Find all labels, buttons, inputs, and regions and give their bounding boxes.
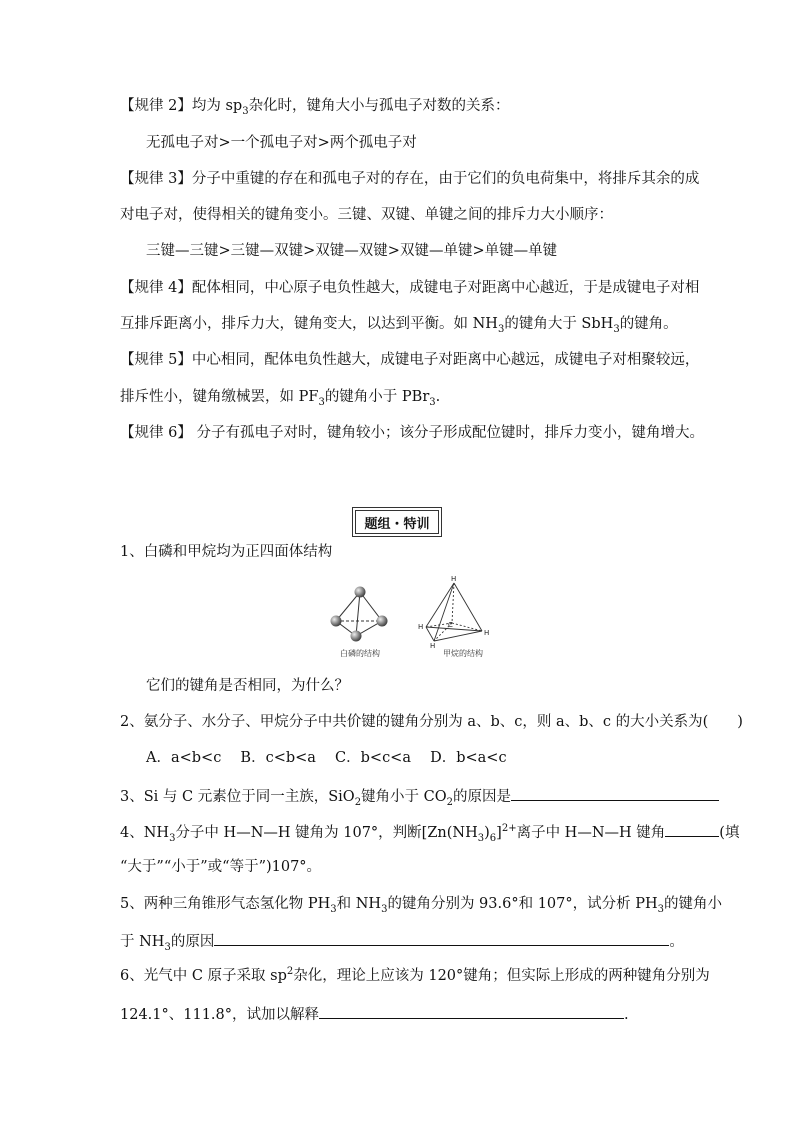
caption-methane: 甲烷的结构 <box>443 649 483 658</box>
p-atom <box>331 616 342 627</box>
rule-tag: 【规律 5】 <box>120 352 192 368</box>
methane-label: H <box>484 629 490 637</box>
p-atom <box>351 631 362 642</box>
rule-3-order: 三键—三键>三键—双键>双键—双键>双键—单键>单键—单键 <box>146 243 558 259</box>
rule-5-cont: 排斥性小，键角缴械罢，如 $PF_3$的键角小于 PBr$_3$. <box>120 389 441 408</box>
white-phosphorus-figure <box>326 584 396 646</box>
answer-blank[interactable] <box>511 785 719 801</box>
question-1: 1、白磷和甲烷均为正四面体结构 <box>120 544 333 560</box>
question-5-cont: 于 $NH_3$的原因 。 <box>120 930 684 952</box>
rule-tag: 【规律 3】 <box>120 171 192 187</box>
p-atom <box>355 587 366 598</box>
answer-blank[interactable] <box>319 1003 624 1019</box>
question-5: 5、两种三角锥形气态氢化物 $PH_3$和 $NH_3$的键角分别为 93.6°和 107°，试分析 $PH_3$的键角小 <box>120 896 723 915</box>
question-4: 4、$NH_3$分子中 H—N—H 键角为 107°，判断$[Zn(NH_3)_6]^{2+}$离子中 H—N—H 键角 (填 <box>120 821 739 843</box>
question-4-cont: “大于”“小于”或“等于”)107°。 <box>120 859 322 875</box>
section-title-box <box>352 507 442 537</box>
answer-blank[interactable] <box>214 930 669 946</box>
question-6: 6、光气中 C 原子采取 $sp^2$杂化，理论上应该为 120°键角；但实际上形成的两种键角分别为 <box>120 966 710 984</box>
question-2-options: A．a<b<c B．c<b<a C．b<c<a D．b<a<c <box>146 750 507 766</box>
rule-3-cont: 对电子对，使得相关的键角变小。三键、双键、单键之间的排斥力大小顺序： <box>120 207 613 223</box>
question-3: 3、Si 与 C 元素位于同一主族，SiO$_2$键角小于 $CO_2$的原因是 <box>120 785 719 807</box>
question-1-follow: 它们的键角是否相同，为什么？ <box>146 678 349 694</box>
caption-white-phosphorus: 白磷的结构 <box>340 649 380 658</box>
methane-figure <box>412 575 494 649</box>
rule-6: 【规律 6】 分子有孤电子对时，键角较小；该分子形成配位键时，排斥力变小，键角增大。 <box>120 425 704 441</box>
methane-label: H <box>418 623 424 631</box>
rule-2: 【规律 2】均为 $sp_3$杂化时，键角大小与孤电子对数的关系： <box>120 98 510 117</box>
rule-tag: 【规律 6】 <box>120 425 192 441</box>
rule-3: 【规律 3】分子中重键的存在和孤电子对的存在，由于它们的负电荷集中，将排斥其余的成 <box>120 171 700 187</box>
rule-tag: 【规律 2】 <box>120 98 192 114</box>
methane-label: H <box>451 575 457 583</box>
methane-label: C <box>448 621 453 629</box>
methane-label: H <box>430 642 436 649</box>
rule-4: 【规律 4】配体相同，中心原子电负性越大，成键电子对距离中心越近，于是成键电子对相 <box>120 280 700 296</box>
rule-2-order: 无孤电子对>一个孤电子对>两个孤电子对 <box>146 135 417 151</box>
answer-blank[interactable] <box>665 821 719 837</box>
question-6-cont: 124.1°、111.8°，试加以解释 . <box>120 1003 629 1025</box>
rule-tag: 【规律 4】 <box>120 280 192 296</box>
rule-5: 【规律 5】中心相同，配体电负性越大，成键电子对距离中心越远，成键电子对相聚较远， <box>120 352 700 368</box>
rule-4-cont: 互排斥距离小，排斥力大，键角变大，以达到平衡。如 $NH_3$的键角大于 SbH$_3$的键角。 <box>120 316 678 335</box>
section-title: 题组・特训 <box>355 510 439 534</box>
question-2: 2、氨分子、水分子、甲烷分子中共价键的键角分别为 a、b、c，则 a、b、c 的大小关系为( ) <box>120 714 743 730</box>
p-atom <box>377 616 388 627</box>
